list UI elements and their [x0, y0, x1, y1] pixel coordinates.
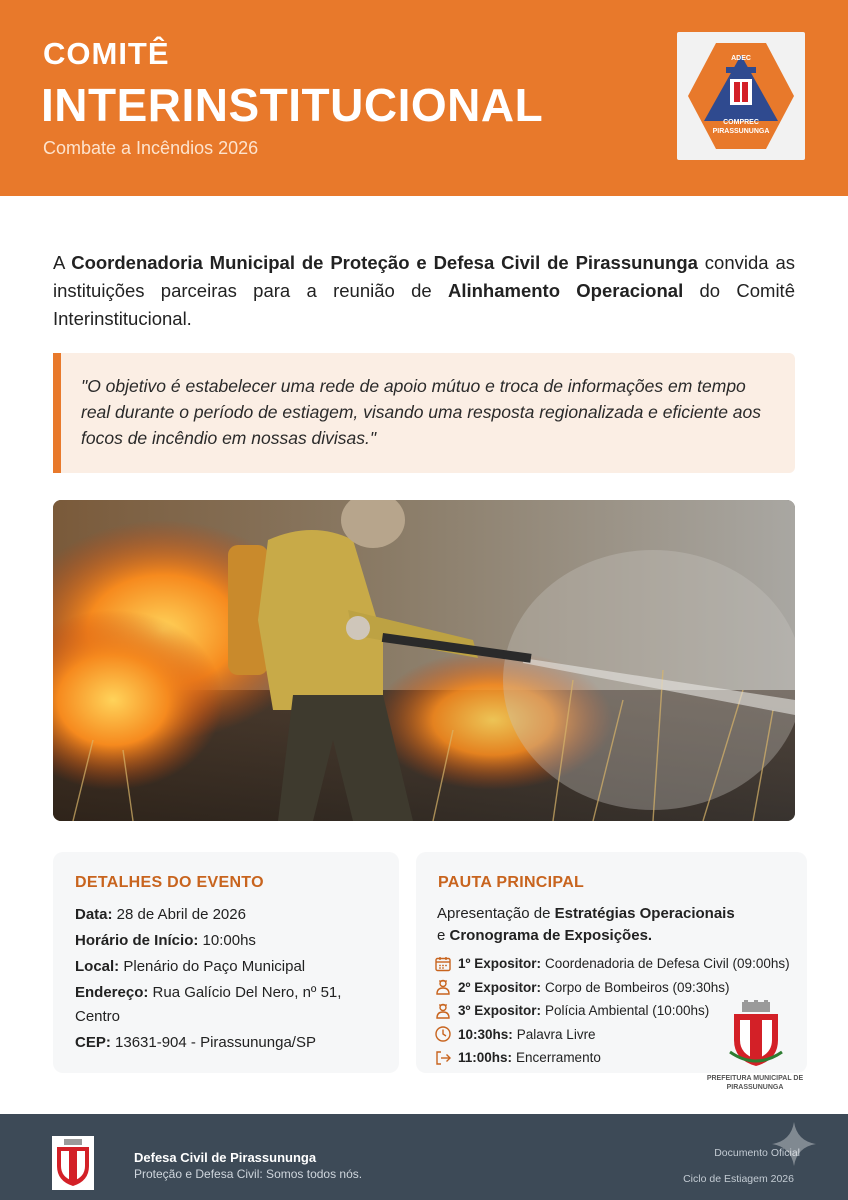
- title-line-1: COMITÊ: [43, 36, 170, 71]
- agenda-item-text: Palavra Livre: [516, 1026, 596, 1042]
- intro-text-2: convida as instituições parceiras para a reunião de: [53, 252, 796, 301]
- agenda-item-text: Corpo de Bombeiros (09:30hs): [544, 979, 730, 995]
- prefeitura-crest-icon: [728, 1000, 784, 1070]
- clock-icon: [434, 1025, 452, 1043]
- agenda-item-text: Polícia Ambiental (10:00hs): [544, 1003, 710, 1019]
- agenda-intro: [437, 903, 787, 947]
- agenda-item-label: 1º Expositor:: [458, 956, 541, 972]
- cep-label: CEP:: [75, 1034, 111, 1051]
- agenda-item-text: Coordenadoria de Defesa Civil (09:00hs): [544, 956, 790, 972]
- calendar-icon: [434, 955, 452, 973]
- intro-text-3: do Comitê Interinstitucional.: [53, 280, 795, 329]
- agenda-item-label: 2º Expositor:: [458, 979, 541, 995]
- address-label: Endereço:: [75, 984, 149, 1001]
- place-label: Local:: [75, 958, 120, 975]
- place-value: Plenário do Paço Municipal: [119, 958, 306, 975]
- firefighter-image: [53, 500, 795, 821]
- agenda-intro-text-2: e: [437, 927, 450, 944]
- agenda-item: [434, 976, 790, 1000]
- event-details-card: [53, 852, 399, 1073]
- date-label: Data:: [75, 906, 113, 923]
- header-banner: [0, 0, 848, 196]
- agenda-item-label: 10:30hs:: [458, 1026, 513, 1042]
- logo-text-bottom: PIRASSUNUNGA: [712, 128, 770, 135]
- footer-crest-icon: [52, 1136, 94, 1190]
- agenda-item-text: Encerramento: [516, 1050, 601, 1066]
- detail-time: [75, 929, 385, 953]
- comprec-logo: [677, 32, 805, 160]
- agenda-intro-bold-2: Cronograma de Exposições.: [449, 927, 653, 944]
- agenda-intro-text-1: Apresentação de: [437, 905, 555, 922]
- sparkle-icon: [770, 1120, 818, 1168]
- detail-cep: [75, 1031, 385, 1055]
- time-value: 10:00hs: [198, 932, 256, 949]
- footer-tagline: Proteção e Defesa Civil: Somos todos nós.: [134, 1167, 363, 1181]
- agenda-title: PAUTA PRINCIPAL: [438, 874, 585, 891]
- subtitle: Combate a Incêndios 2026: [43, 138, 259, 158]
- exit-icon: [434, 1049, 452, 1067]
- intro-paragraph: [53, 249, 795, 333]
- footer: [0, 1114, 848, 1200]
- details-title: DETALHES DO EVENTO: [75, 874, 264, 891]
- person-icon: [434, 1002, 452, 1020]
- logo-text-top: COMPREC: [723, 119, 759, 126]
- agenda-intro-bold-1: Estratégias Operacionais: [554, 905, 735, 922]
- prefeitura-label: PREFEITURA MUNICIPAL DE PIRASSUNUNGA: [706, 1075, 804, 1091]
- detail-address: [75, 981, 385, 1029]
- agenda-item-label: 11:00hs:: [458, 1050, 513, 1066]
- firefighter-photo: [53, 500, 795, 821]
- agenda-item: [434, 952, 790, 976]
- details-list: [75, 903, 385, 1055]
- date-value: 28 de Abril de 2026: [112, 906, 246, 923]
- logo-small-text: ADEC: [731, 55, 751, 62]
- detail-place: [75, 955, 385, 979]
- objective-quote: "O objetivo é estabelecer uma rede de apoio mútuo e troca de informações em tempo real durante o período de estiagem, visando uma resposta regionalizada e eficiente aos focos de incêndio em nossas divisas.": [53, 353, 795, 473]
- intro-org: Coordenadoria Municipal de Proteção e Defesa Civil de Pirassununga: [71, 252, 698, 273]
- person-icon: [434, 978, 452, 996]
- address-value: Rua Galício Del Nero, nº 51, Centro: [75, 984, 342, 1025]
- intro-meeting: Alinhamento Operacional: [447, 280, 684, 301]
- footer-org-name: Defesa Civil de Pirassununga: [134, 1150, 317, 1165]
- intro-text-1: A: [53, 252, 72, 273]
- footer-doc-label: Documento Oficial: [714, 1147, 800, 1159]
- agenda-item-label: 3º Expositor:: [458, 1003, 541, 1019]
- detail-date: [75, 903, 385, 927]
- footer-cycle-label: Ciclo de Estiagem 2026: [683, 1173, 794, 1185]
- cep-value: 13631-904 - Pirassununga/SP: [110, 1034, 316, 1051]
- title-line-2: INTERINSTITUCIONAL: [41, 79, 544, 131]
- time-label: Horário de Início:: [75, 932, 199, 949]
